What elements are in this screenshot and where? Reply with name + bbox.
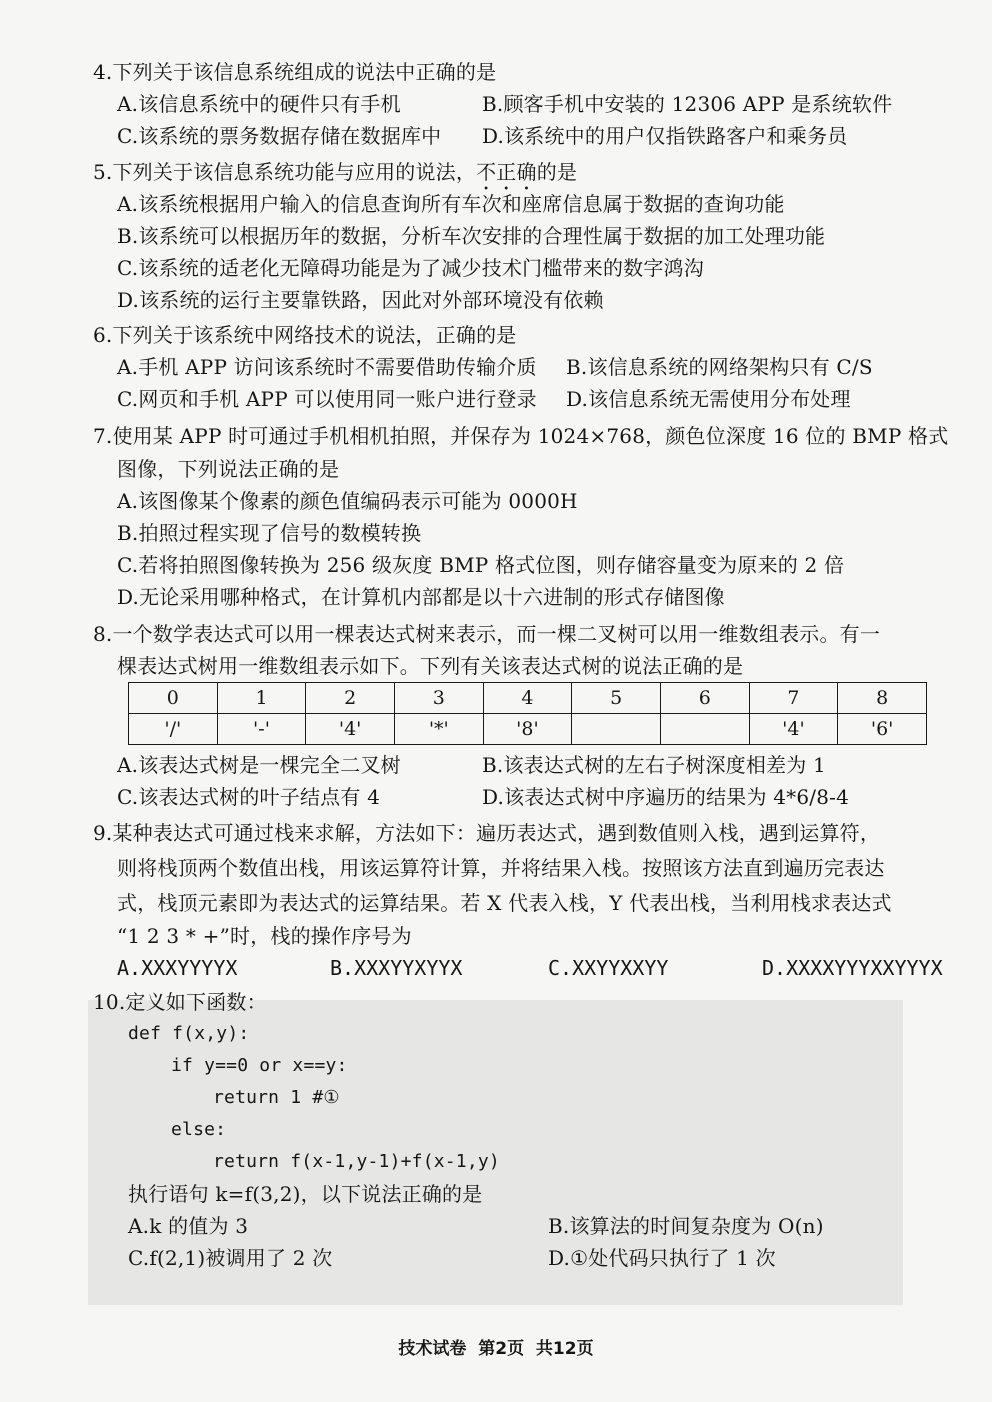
q10-option-c: C.f(2,1)被调用了 2 次 — [128, 1246, 333, 1270]
q6-stem: 6.下列关于该系统中网络技术的说法，正确的是 — [93, 323, 517, 347]
q7-option-a: A.该图像某个像素的颜色值编码表示可能为 0000H — [117, 489, 578, 513]
q5-option-d: D.该系统的运行主要靠铁路，因此对外部环境没有依赖 — [117, 288, 604, 312]
array-value-cell: '4' — [306, 714, 395, 745]
q9-stem-line3: 式，栈顶元素即为表达式的运算结果。若 X 代表入栈，Y 代表出栈，当利用栈求表达式 — [117, 891, 892, 915]
array-index-cell: 8 — [838, 683, 927, 714]
q9-stem-line4: “1 2 3 * +”时，栈的操作序号为 — [117, 924, 412, 948]
array-index-cell: 0 — [129, 683, 218, 714]
array-value-cell — [572, 714, 661, 745]
array-index-cell: 1 — [217, 683, 306, 714]
array-value-cell: '/' — [129, 714, 218, 745]
code-line-else: else: — [171, 1119, 227, 1140]
q8-option-a: A.该表达式树是一棵完全二叉树 — [117, 753, 401, 777]
code-line-def: def f(x,y): — [128, 1023, 250, 1044]
q5-stem-emphasis: 不正确 — [476, 160, 537, 184]
page-footer: 技术试卷 第2页 共12页 — [398, 1339, 594, 1359]
array-index-cell: 3 — [394, 683, 483, 714]
q6-option-c: C.网页和手机 APP 可以使用同一账户进行登录 — [117, 387, 537, 411]
q4-option-c: C.该系统的票务数据存储在数据库中 — [117, 124, 442, 148]
q6-option-d: D.该信息系统无需使用分布处理 — [566, 387, 851, 411]
q7-stem-line1: 7.使用某 APP 时可通过手机相机拍照，并保存为 1024×768，颜色位深度 16 位的 BMP 格式 — [93, 424, 949, 448]
array-value-cell: '6' — [838, 714, 927, 745]
array-index-cell: 4 — [483, 683, 572, 714]
array-index-cell: 2 — [306, 683, 395, 714]
code-line-if: if y==0 or x==y: — [171, 1055, 348, 1076]
q5-stem-post: 的是 — [536, 160, 578, 184]
expression-tree-array-table — [128, 682, 927, 745]
q9-stem-line1: 9.某种表达式可通过栈来求解，方法如下：遍历表达式，遇到数值则入栈，遇到运算符， — [93, 821, 881, 845]
array-index-cell: 7 — [749, 683, 838, 714]
array-index-cell: 6 — [660, 683, 749, 714]
array-index-row — [129, 683, 927, 714]
q8-option-d: D.该表达式树中序遍历的结果为 4*6/8-4 — [482, 785, 850, 809]
q9-option-c: C.XXYYXXYY — [548, 956, 669, 980]
q9-option-b: B.XXXYYXYYX — [330, 956, 463, 980]
q9-option-a: A.XXXYYYYX — [117, 956, 238, 980]
code-line-return-recursive: return f(x-1,y-1)+f(x-1,y) — [213, 1151, 500, 1172]
q7-option-c: C.若将拍照图像转换为 256 级灰度 BMP 格式位图，则存储容量变为原来的 2 倍 — [117, 553, 845, 577]
q8-option-c: C.该表达式树的叶子结点有 4 — [117, 785, 381, 809]
array-value-cell: '4' — [749, 714, 838, 745]
array-index-cell: 5 — [572, 683, 661, 714]
q5-stem — [93, 159, 577, 195]
q8-stem-line1: 8.一个数学表达式可以用一棵表达式树来表示，而一棵二叉树可以用一维数组表示。有一 — [93, 622, 881, 646]
array-value-cell: '*' — [394, 714, 483, 745]
q8-option-b: B.该表达式树的左右子树深度相差为 1 — [482, 753, 826, 777]
q4-stem: 4.下列关于该信息系统组成的说法中正确的是 — [93, 60, 497, 84]
q9-option-d: D.XXXXYYYXXYYYX — [762, 956, 943, 980]
q10-option-b: B.该算法的时间复杂度为 O(n) — [548, 1214, 824, 1238]
array-value-row — [129, 714, 927, 745]
q10-stem: 10.定义如下函数： — [93, 990, 267, 1014]
q5-option-a: A.该系统根据用户输入的信息查询所有车次和座席信息属于数据的查询功能 — [117, 192, 785, 216]
q4-option-a: A.该信息系统中的硬件只有手机 — [117, 92, 401, 116]
q9-stem-line2: 则将栈顶两个数值出栈，用该运算符计算，并将结果入栈。按照该方法直到遍历完表达 — [117, 856, 885, 880]
q10-option-d: D.①处代码只执行了 1 次 — [548, 1246, 776, 1270]
q7-option-b: B.拍照过程实现了信号的数模转换 — [117, 521, 422, 545]
q8-stem-line2: 棵表达式树用一维数组表示如下。下列有关该表达式树的说法正确的是 — [117, 654, 744, 678]
q7-stem-line2: 图像，下列说法正确的是 — [117, 457, 340, 481]
q4-option-b: B.顾客手机中安装的 12306 APP 是系统软件 — [482, 92, 893, 116]
array-value-cell: '8' — [483, 714, 572, 745]
q6-option-b: B.该信息系统的网络架构只有 C/S — [566, 355, 873, 379]
q6-option-a: A.手机 APP 访问该系统时不需要借助传输介质 — [117, 355, 537, 379]
q10-option-a: A.k 的值为 3 — [128, 1214, 249, 1238]
array-value-cell: '-' — [217, 714, 306, 745]
q5-option-c: C.该系统的适老化无障碍功能是为了减少技术门槛带来的数字鸿沟 — [117, 256, 704, 280]
array-value-cell — [660, 714, 749, 745]
q10-stem-line2: 执行语句 k=f(3,2)，以下说法正确的是 — [128, 1182, 483, 1206]
q4-option-d: D.该系统中的用户仅指铁路客户和乘务员 — [482, 124, 848, 148]
code-line-return-1: return 1 #① — [213, 1087, 340, 1108]
q5-stem-pre: 5.下列关于该信息系统功能与应用的说法， — [93, 160, 477, 184]
q5-option-b: B.该系统可以根据历年的数据，分析车次安排的合理性属于数据的加工处理功能 — [117, 224, 826, 248]
q7-option-d: D.无论采用哪种格式，在计算机内部都是以十六进制的形式存储图像 — [117, 585, 725, 609]
